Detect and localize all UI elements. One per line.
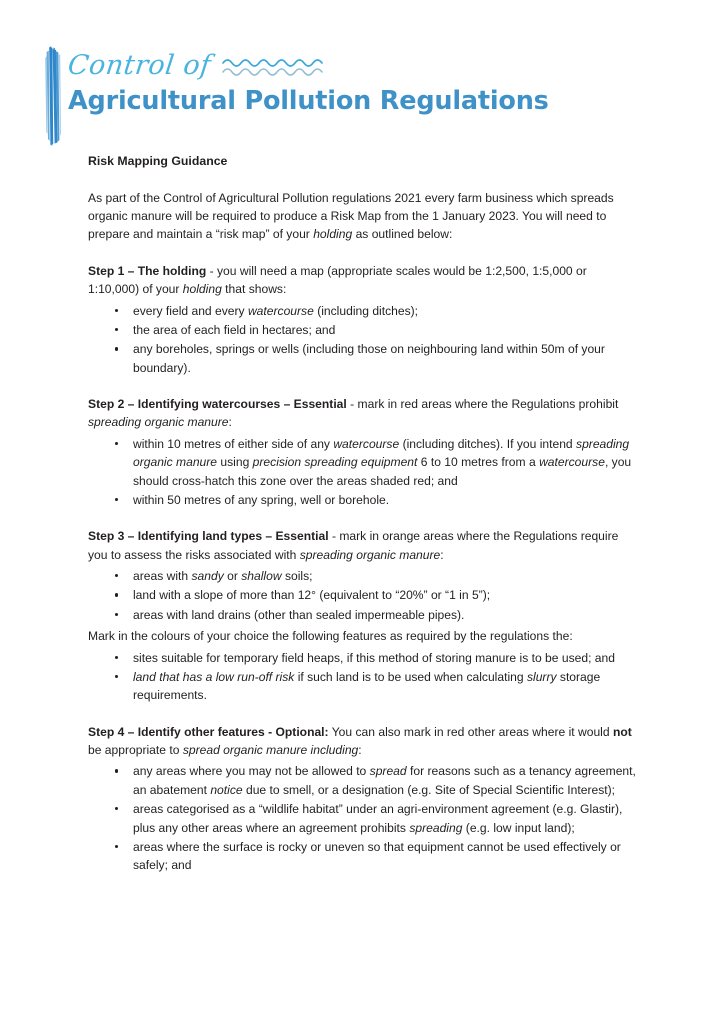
list-item: areas categorised as a “wildlife habitat” under an agri-environment agreement (e.g. Glastir), plus any other areas where an agreement prohibits spreading (e.g. low input land); [88,800,636,837]
emphasis-text: land that has a low run-off risk [133,669,295,684]
emphasis-text: spreading organic manure [299,547,441,562]
section-step-4 [88,723,636,875]
intro-paragraph: As part of the Control of Agricultural Pollution regulations 2021 every farm business which spreads organic manure will be required to produce a Risk Map from the 1 January 2023. You will need to prepare and maintain a “risk map” of your holding as outlined below: [88,190,614,242]
step-2-heading: Step 2 – Identifying watercourses – Essential - mark in red areas where the Regulations prohibit spreading organic manure: [88,397,619,430]
strong-text: Step 3 – Identifying land types – Essential [88,529,329,544]
emphasis-text: watercourse [247,303,314,318]
logo-text-block [66,44,549,116]
emphasis-text: notice [210,782,243,797]
list-item: within 10 metres of either side of any watercourse (including ditches). If you intend spreading organic manure using precision spreading equipment 6 to 10 metres from a watercourse, you should cross-hatch this zone over the areas shaded red; and [88,435,636,490]
emphasis-text: shallow [241,569,282,584]
strong-text: not [612,724,632,739]
page-title: Risk Mapping Guidance [88,154,228,168]
step-3-additional-bullets [88,649,636,705]
section-step-2 [88,395,636,509]
list-item: land that has a low run-off risk if such land is to be used when calculating slurry storage requirements. [88,668,636,705]
water-waves-icon [221,53,329,79]
list-item: land with a slope of more than 12° (equivalent to “20%” or “1 in 5”); [88,586,636,604]
list-item: sites suitable for temporary field heaps, if this method of storing manure is to be used; and [88,649,636,667]
emphasis-text: spreading organic manure [133,436,630,470]
logo-main-title: Agricultural Pollution Regulations [68,86,549,116]
emphasis-text: spreading [409,820,463,835]
emphasis-text: holding [182,282,222,297]
list-item: areas where the surface is rocky or uneven so that equipment cannot be used effectively or safely; and [88,838,636,875]
strong-text: Step 4 – Identify other features - Optional: [88,724,329,739]
emphasis-text: holding [313,227,353,242]
emphasis-text: spread organic manure including [182,743,359,758]
document-masthead [40,44,549,146]
emphasis-text: watercourse [539,455,605,470]
strong-text: Step 1 – The holding [88,263,207,278]
list-item: any boreholes, springs or wells (including those on neighbouring land within 50m of your boundary). [88,340,636,377]
document-body [88,152,636,893]
brush-stroke-icon [44,46,63,146]
strong-text: Step 2 – Identifying watercourses – Essential [88,397,347,412]
emphasis-text: spread [369,764,407,779]
list-item: areas with land drains (other than sealed impermeable pipes). [88,606,636,624]
step-4-bullets [88,762,636,874]
emphasis-text: watercourse [333,436,400,451]
list-item: every field and every watercourse (including ditches); [88,302,636,320]
steps-container [88,262,636,875]
list-item: areas with sandy or shallow soils; [88,567,636,585]
step-3-heading: Step 3 – Identifying land types – Essential - mark in orange areas where the Regulations require you to assess the risks associated with spreading organic manure: [88,529,619,562]
step-1-bullets [88,302,636,378]
step-2-bullets [88,435,636,510]
emphasis-text: spreading organic manure [88,415,229,430]
step-3-bullets [88,567,636,624]
logo-script-row [68,44,508,86]
step-3-additional-instruction: Mark in the colours of your choice the following features as required by the regulations the: [88,629,573,644]
emphasis-text: sandy [191,569,224,584]
emphasis-text: precision spreading equipment [252,455,418,470]
section-step-3 [88,527,636,704]
step-1-heading: Step 1 – The holding - you will need a map (appropriate scales would be 1:2,500, 1:5,000 or 1:10,000) of your holding that shows: [88,263,587,297]
list-item: the area of each field in hectares; and [88,321,636,339]
emphasis-text: slurry [526,669,557,684]
list-item: any areas where you may not be allowed to spread for reasons such as a tenancy agreement, an abatement notice due to smell, or a designation (e.g. Site of Special Scientific Interest); [88,762,636,799]
step-4-heading: Step 4 – Identify other features - Optional: You can also mark in red other areas where it would not be appropriate to spread organic manure including: [88,724,632,758]
section-step-1 [88,262,636,377]
logo-script-word: Control of [66,49,213,81]
list-item: within 50 metres of any spring, well or borehole. [88,491,636,509]
